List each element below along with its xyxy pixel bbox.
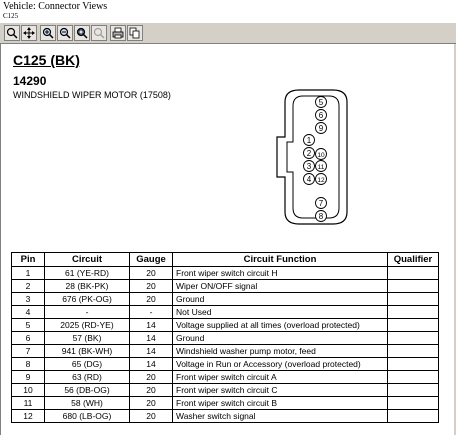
pin-cell: 3 [12, 293, 45, 306]
connector-view [0, 44, 456, 435]
table-row [12, 280, 439, 293]
qualifier-cell [388, 358, 439, 371]
gauge-cell: - [130, 306, 173, 319]
connector-id: C125 (BK) [13, 52, 80, 68]
table-row [12, 358, 439, 371]
circuit-cell: 2025 (RD-YE) [45, 319, 130, 332]
pin-cell: 10 [12, 384, 45, 397]
pin-label: 1 [306, 136, 312, 145]
connector-pin [304, 174, 315, 185]
function-cell: Windshield washer pump motor, feed [173, 345, 388, 358]
function-cell: Voltage in Run or Accessory (overload protected) [173, 358, 388, 371]
pin-label: 5 [318, 98, 324, 107]
circuit-cell: 676 (PK-OG) [45, 293, 130, 306]
column-header-pin: Pin [12, 253, 45, 267]
zoom-fit-icon [6, 27, 18, 39]
gauge-cell: 20 [130, 410, 173, 423]
circuit-cell: 63 (RD) [45, 371, 130, 384]
qualifier-cell [388, 384, 439, 397]
pin-label: 6 [318, 111, 324, 120]
qualifier-cell [388, 267, 439, 280]
column-header-qualifier: Qualifier [388, 253, 439, 267]
function-cell: Not Used [173, 306, 388, 319]
pin-label: 9 [318, 124, 324, 133]
pin-label: 11 [317, 164, 325, 171]
zoom-disabled-button[interactable] [91, 25, 107, 41]
gauge-cell: 20 [130, 267, 173, 280]
pin-cell: 12 [12, 410, 45, 423]
pin-label: 2 [306, 149, 312, 158]
connector-pin [304, 161, 315, 172]
pin-cell: 1 [12, 267, 45, 280]
window-title: Vehicle: Connector Views [3, 1, 108, 12]
column-header-gauge: Gauge [130, 253, 173, 267]
pin-cell: 5 [12, 319, 45, 332]
qualifier-cell [388, 306, 439, 319]
gauge-cell: 14 [130, 319, 173, 332]
circuit-cell: 680 (LB-OG) [45, 410, 130, 423]
toolbar [0, 22, 456, 44]
table-row [12, 371, 439, 384]
zoom-fit-button[interactable] [4, 25, 20, 41]
zoom-area-button[interactable] [74, 25, 90, 41]
circuit-cell: 65 (DG) [45, 358, 130, 371]
connector-pin [316, 123, 327, 134]
connector-pin [316, 198, 327, 209]
circuit-cell: 941 (BK-WH) [45, 345, 130, 358]
copy-button[interactable] [127, 25, 143, 41]
table-row [12, 410, 439, 423]
connector-pin [316, 161, 327, 172]
column-header-circuit: Circuit [45, 253, 130, 267]
function-cell: Front wiper switch circuit C [173, 384, 388, 397]
pin-cell: 2 [12, 280, 45, 293]
table-row [12, 267, 439, 280]
print-button[interactable] [110, 25, 126, 41]
zoom-in-button[interactable] [40, 25, 56, 41]
table-row [12, 306, 439, 319]
table-row [12, 384, 439, 397]
pin-cell: 11 [12, 397, 45, 410]
qualifier-cell [388, 371, 439, 384]
function-cell: Ground [173, 293, 388, 306]
qualifier-cell [388, 280, 439, 293]
qualifier-cell [388, 293, 439, 306]
window-titlebar [0, 0, 456, 22]
zoom-out-button[interactable] [57, 25, 73, 41]
table-row [12, 293, 439, 306]
gauge-cell: 14 [130, 332, 173, 345]
zoom-out-icon [59, 27, 71, 39]
pin-label: 12 [317, 177, 325, 184]
connector-face-diagram [271, 82, 361, 232]
table-header-row [12, 253, 439, 267]
pin-cell: 8 [12, 358, 45, 371]
column-header-function: Circuit Function [173, 253, 388, 267]
connector-pin [316, 149, 327, 160]
circuit-cell: 57 (BK) [45, 332, 130, 345]
circuit-cell: 28 (BK-PK) [45, 280, 130, 293]
connector-pin [304, 135, 315, 146]
connector-pin [316, 211, 327, 222]
circuit-cell: - [45, 306, 130, 319]
circuit-cell: 61 (YE-RD) [45, 267, 130, 280]
qualifier-cell [388, 410, 439, 423]
table-row [12, 332, 439, 345]
qualifier-cell [388, 397, 439, 410]
gauge-cell: 14 [130, 358, 173, 371]
copy-icon [129, 27, 141, 39]
function-cell: Washer switch signal [173, 410, 388, 423]
table-row [12, 397, 439, 410]
gauge-cell: 20 [130, 293, 173, 306]
print-icon [112, 27, 124, 39]
circuit-cell: 56 (DB-OG) [45, 384, 130, 397]
function-cell: Ground [173, 332, 388, 345]
connector-pin [304, 148, 315, 159]
table-row [12, 319, 439, 332]
qualifier-cell [388, 319, 439, 332]
pin-label: 10 [317, 152, 325, 159]
pin-label: 4 [306, 175, 312, 184]
gauge-cell: 20 [130, 371, 173, 384]
gauge-cell: 14 [130, 345, 173, 358]
zoom-area-icon [76, 27, 88, 39]
gauge-cell: 20 [130, 397, 173, 410]
pin-label: 7 [318, 199, 324, 208]
function-cell: Front wiper switch circuit A [173, 371, 388, 384]
pan-button[interactable] [21, 25, 37, 41]
qualifier-cell [388, 345, 439, 358]
function-cell: Voltage supplied at all times (overload protected) [173, 319, 388, 332]
circuit-cell: 58 (WH) [45, 397, 130, 410]
pin-cell: 7 [12, 345, 45, 358]
pan-icon [23, 27, 35, 39]
zoom-in-icon [42, 27, 54, 39]
part-number: 14290 [13, 74, 47, 88]
gauge-cell: 20 [130, 280, 173, 293]
zoom-disabled-icon [93, 27, 105, 39]
function-cell: Front wiper switch circuit B [173, 397, 388, 410]
connector-description: WINDSHIELD WIPER MOTOR (17508) [13, 90, 171, 100]
pin-cell: 4 [12, 306, 45, 319]
function-cell: Wiper ON/OFF signal [173, 280, 388, 293]
pin-cell: 6 [12, 332, 45, 345]
pin-label: 8 [318, 212, 324, 221]
pin-label: 3 [306, 162, 312, 171]
table-row [12, 345, 439, 358]
pin-cell: 9 [12, 371, 45, 384]
qualifier-cell [388, 332, 439, 345]
pinout-table [11, 252, 439, 423]
connector-pin [316, 110, 327, 121]
connector-pin [316, 97, 327, 108]
window-subtitle: C125 [3, 12, 19, 20]
connector-pin [316, 174, 327, 185]
function-cell: Front wiper switch circuit H [173, 267, 388, 280]
gauge-cell: 20 [130, 384, 173, 397]
